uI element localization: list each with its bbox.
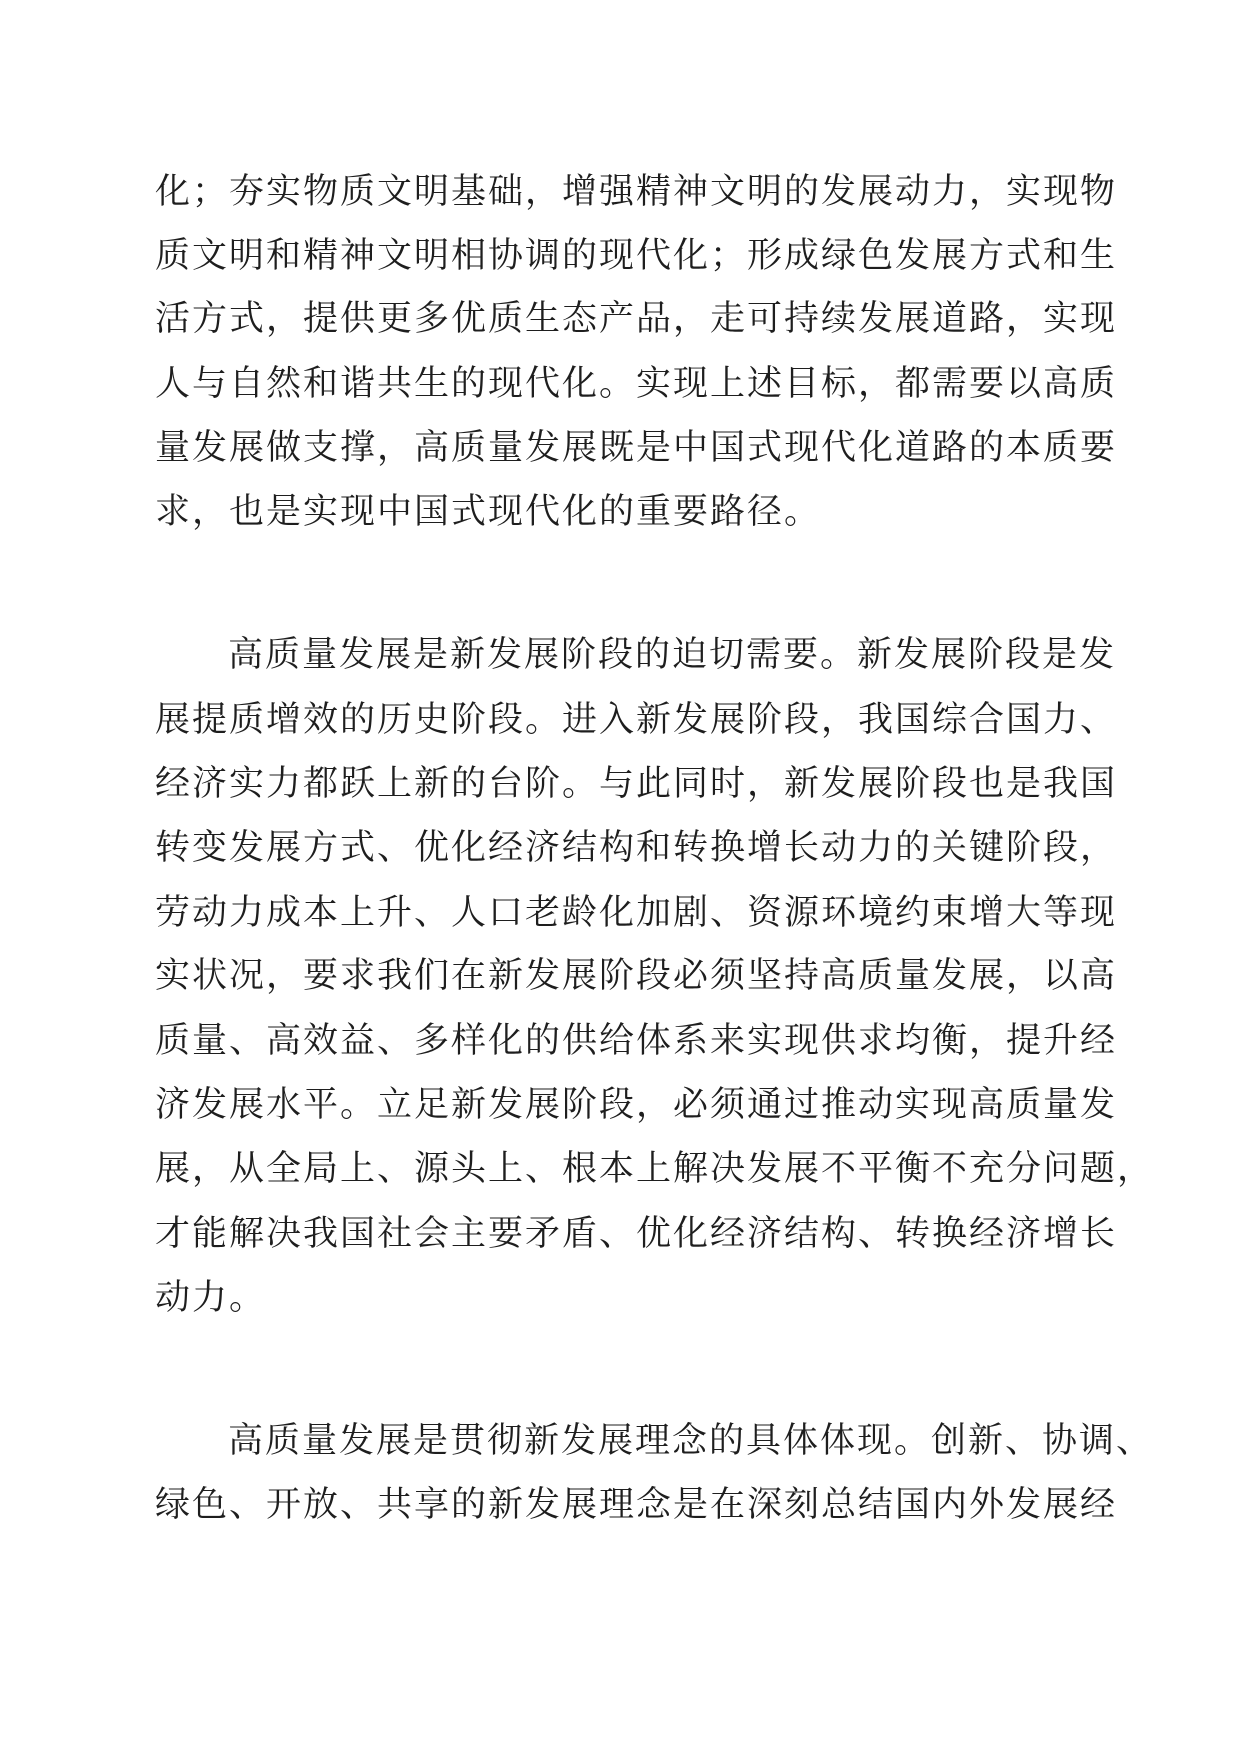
text-line: 展，从全局上、源头上、根本上解决发展不平衡不充分问题， bbox=[155, 1149, 1155, 1189]
text-line: 转变发展方式、优化经济结构和转换增长动力的关键阶段， bbox=[155, 828, 1118, 868]
text-line: 求，也是实现中国式现代化的重要路径。 bbox=[155, 492, 822, 532]
text-line: 活方式，提供更多优质生态产品，走可持续发展道路，实现 bbox=[155, 299, 1118, 339]
text-line: 绿色、开放、共享的新发展理念是在深刻总结国内外发展经 bbox=[155, 1485, 1118, 1525]
paragraph-first-line: 高质量发展是新发展阶段的迫切需要。新发展阶段是发 bbox=[228, 635, 1117, 675]
text-line: 才能解决我国社会主要矛盾、优化经济结构、转换经济增长 bbox=[155, 1214, 1118, 1254]
text-line: 人与自然和谐共生的现代化。实现上述目标，都需要以高质 bbox=[155, 364, 1118, 404]
text-line: 量发展做支撑，高质量发展既是中国式现代化道路的本质要 bbox=[155, 428, 1118, 468]
text-line: 质文明和精神文明相协调的现代化；形成绿色发展方式和生 bbox=[155, 236, 1118, 276]
text-line: 劳动力成本上升、人口老龄化加剧、资源环境约束增大等现 bbox=[155, 893, 1118, 933]
text-line: 质量、高效益、多样化的供给体系来实现供求均衡，提升经 bbox=[155, 1021, 1118, 1061]
text-line: 实状况，要求我们在新发展阶段必须坚持高质量发展，以高 bbox=[155, 956, 1118, 996]
text-line: 经济实力都跃上新的台阶。与此同时，新发展阶段也是我国 bbox=[155, 764, 1118, 804]
text-line: 动力。 bbox=[155, 1278, 267, 1318]
text-line: 济发展水平。立足新发展阶段，必须通过推动实现高质量发 bbox=[155, 1085, 1118, 1125]
text-line: 化；夯实物质文明基础，增强精神文明的发展动力，实现物 bbox=[155, 172, 1118, 212]
paragraph-first-line: 高质量发展是贯彻新发展理念的具体体现。创新、协调、 bbox=[228, 1421, 1154, 1461]
text-line: 展提质增效的历史阶段。进入新发展阶段，我国综合国力、 bbox=[155, 700, 1118, 740]
